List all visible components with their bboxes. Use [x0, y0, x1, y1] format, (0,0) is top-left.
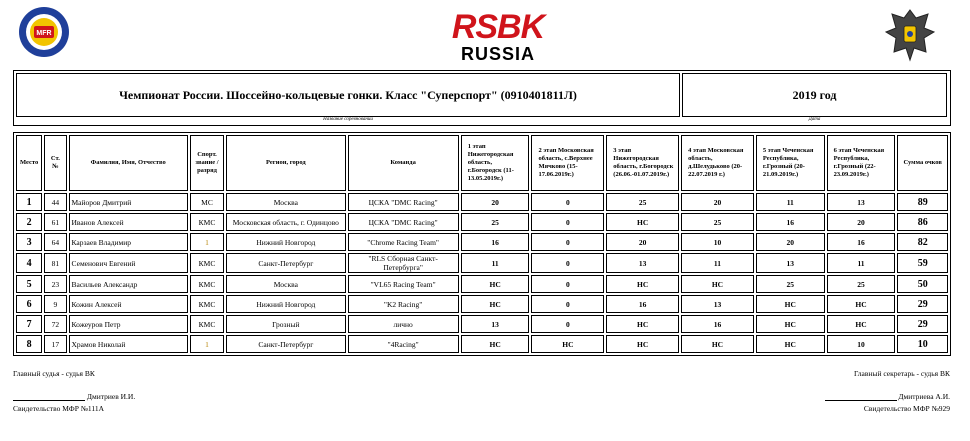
row-place: 6	[16, 295, 42, 313]
date-caption: Дата	[808, 117, 821, 122]
row-stage6: НС	[827, 295, 896, 313]
row-stage1: НС	[461, 275, 530, 293]
row-stage1: 16	[461, 233, 530, 251]
col-stage2	[531, 135, 604, 191]
row-name: Кожеуров Петр	[69, 315, 188, 333]
secretary-title: Главный секретарь - судья ВК	[854, 369, 950, 378]
row-total: 10	[897, 335, 948, 353]
row-number: 44	[44, 193, 66, 211]
row-stage4: 13	[681, 295, 754, 313]
judge-signature	[13, 392, 135, 401]
secretary-name: Дмитриева А.И.	[898, 392, 950, 401]
row-stage6: 25	[827, 275, 896, 293]
col-total: Сумма очков	[897, 135, 948, 191]
row-stage2: 0	[531, 233, 604, 251]
rsbk-logo	[438, 10, 558, 66]
row-stage1: 20	[461, 193, 530, 211]
row-stage5: 16	[756, 213, 825, 231]
row-stage4: 10	[681, 233, 754, 251]
row-stage3: НС	[606, 335, 679, 353]
table-row	[16, 193, 948, 211]
row-stage2: 0	[531, 253, 604, 273]
row-place: 3	[16, 233, 42, 251]
results-body	[16, 193, 948, 353]
row-stage3: 16	[606, 295, 679, 313]
coat-of-arms-icon	[880, 4, 940, 64]
col-stage4-label: 4 этап Московская область, д.Шелудьково (20-22.07.2019 г.)	[688, 147, 744, 178]
row-place: 4	[16, 253, 42, 273]
col-number: Ст. №	[44, 135, 66, 191]
row-stage2: 0	[531, 213, 604, 231]
row-total: 86	[897, 213, 948, 231]
row-stage6: 20	[827, 213, 896, 231]
competition-header	[13, 70, 951, 126]
row-stage3: 20	[606, 233, 679, 251]
row-stage5: 20	[756, 233, 825, 251]
row-place: 5	[16, 275, 42, 293]
row-stage3: НС	[606, 315, 679, 333]
row-name: Кожин Алексей	[69, 295, 188, 313]
table-row	[16, 335, 948, 353]
row-place: 2	[16, 213, 42, 231]
row-rank: КМС	[190, 213, 224, 231]
col-stage3	[606, 135, 679, 191]
row-stage6: 13	[827, 193, 896, 211]
title-caption: Название соревнований	[323, 117, 373, 122]
row-stage3: 13	[606, 253, 679, 273]
table-row	[16, 295, 948, 313]
table-row	[16, 213, 948, 231]
row-name: Храмов Николай	[69, 335, 188, 353]
judge-name: Дмитриев И.И.	[86, 392, 136, 401]
row-number: 17	[44, 335, 66, 353]
col-stage5	[756, 135, 825, 191]
row-stage3: НС	[606, 213, 679, 231]
header-row	[16, 135, 948, 191]
row-stage6: 16	[827, 233, 896, 251]
judge-signature-line	[13, 392, 85, 401]
coat-of-arms-logo	[880, 4, 940, 64]
row-stage6: НС	[827, 315, 896, 333]
row-stage2: 0	[531, 295, 604, 313]
row-region: Нижний Новгород	[226, 295, 345, 313]
table-row	[16, 275, 948, 293]
row-team: "Chrome Racing Team"	[348, 233, 459, 251]
row-region: Москва	[226, 193, 345, 211]
row-rank: 1	[190, 335, 224, 353]
mfr-logo	[18, 6, 70, 58]
row-total: 50	[897, 275, 948, 293]
row-rank: МС	[190, 193, 224, 211]
table-row	[16, 233, 948, 251]
row-rank: КМС	[190, 295, 224, 313]
col-stage2-label: 2 этап Московская область, с.Верхнее Мячково (15-17.06.2019г.)	[538, 147, 594, 178]
row-stage1: 13	[461, 315, 530, 333]
col-stage4	[681, 135, 754, 191]
row-stage2: 0	[531, 315, 604, 333]
row-stage1: НС	[461, 335, 530, 353]
row-place: 7	[16, 315, 42, 333]
row-region: Грозный	[226, 315, 345, 333]
row-place: 8	[16, 335, 42, 353]
row-region: Санкт-Петербург	[226, 253, 345, 273]
row-stage5: 25	[756, 275, 825, 293]
row-stage5: НС	[756, 315, 825, 333]
row-stage4: 11	[681, 253, 754, 273]
row-stage3: НС	[606, 275, 679, 293]
row-stage5: НС	[756, 335, 825, 353]
col-region: Регион, город	[226, 135, 345, 191]
row-total: 29	[897, 295, 948, 313]
secretary-cert: Свидетельство МФР №929	[863, 404, 950, 413]
row-number: 9	[44, 295, 66, 313]
row-number: 72	[44, 315, 66, 333]
row-stage4: 25	[681, 213, 754, 231]
row-total: 82	[897, 233, 948, 251]
row-name: Иванов Алексей	[69, 213, 188, 231]
row-team: лично	[348, 315, 459, 333]
row-number: 23	[44, 275, 66, 293]
secretary-signature	[825, 392, 950, 401]
col-team: Команда	[348, 135, 459, 191]
table-row	[16, 315, 948, 333]
row-stage2: 0	[531, 193, 604, 211]
row-name: Семенович Евгений	[69, 253, 188, 273]
row-stage5: 11	[756, 193, 825, 211]
row-stage4: НС	[681, 275, 754, 293]
row-stage2: 0	[531, 275, 604, 293]
row-team: "RLS Сборная Санкт-Петербурга"	[348, 253, 459, 273]
col-stage1-label: 1 этап Нижегородская область, г.Богородск (11-13.05.2019г.)	[467, 143, 514, 182]
row-rank: КМС	[190, 275, 224, 293]
row-region: Московская область, г. Одинцово	[226, 213, 345, 231]
row-stage6: 10	[827, 335, 896, 353]
row-team: "VL65 Racing Team"	[348, 275, 459, 293]
table-row	[16, 253, 948, 273]
mfr-emblem-icon	[18, 6, 70, 58]
row-total: 29	[897, 315, 948, 333]
row-stage1: 25	[461, 213, 530, 231]
row-name: Карзаев Владимир	[69, 233, 188, 251]
col-stage6-label: 6 этап Чеченская Республика, г.Грозный (22-23.09.2019г.)	[833, 147, 885, 178]
row-stage6: 11	[827, 253, 896, 273]
col-stage1	[461, 135, 530, 191]
row-number: 61	[44, 213, 66, 231]
row-stage3: 25	[606, 193, 679, 211]
row-name: Майоров Дмитрий	[69, 193, 188, 211]
rsbk-brand: RSBK	[451, 8, 545, 46]
judge-title: Главный судья - судья ВК	[13, 369, 95, 378]
row-total: 59	[897, 253, 948, 273]
rsbk-subtitle: RUSSIA	[460, 44, 535, 64]
row-stage5: НС	[756, 295, 825, 313]
results-table	[13, 132, 951, 356]
row-stage1: НС	[461, 295, 530, 313]
row-stage4: НС	[681, 335, 754, 353]
row-rank: 1	[190, 233, 224, 251]
col-stage3-label: 3 этап Нижегородская область, г.Богородск (26.06.-01.07.2019г.)	[613, 147, 674, 178]
row-stage5: 13	[756, 253, 825, 273]
row-rank: КМС	[190, 315, 224, 333]
row-region: Санкт-Петербург	[226, 335, 345, 353]
col-stage6	[827, 135, 896, 191]
row-team: ЦСКА "DMC Racing"	[348, 193, 459, 211]
col-name: Фамилия, Имя, Отчество	[69, 135, 188, 191]
row-stage4: 16	[681, 315, 754, 333]
row-number: 64	[44, 233, 66, 251]
row-number: 81	[44, 253, 66, 273]
row-stage2: НС	[531, 335, 604, 353]
row-region: Нижний Новгород	[226, 233, 345, 251]
row-name: Васильев Александр	[69, 275, 188, 293]
secretary-signature-line	[825, 392, 897, 401]
col-rank: Спорт. звание / разряд	[190, 135, 224, 191]
judge-cert: Свидетельство МФР №111А	[13, 404, 104, 413]
competition-title: Чемпионат России. Шоссейно-кольцевые гонки. Класс "Суперспорт" (0910401811Л)	[16, 73, 680, 117]
row-team: "K2 Racing"	[348, 295, 459, 313]
row-stage1: 11	[461, 253, 530, 273]
col-place: Место	[16, 135, 42, 191]
row-stage4: 20	[681, 193, 754, 211]
row-region: Москва	[226, 275, 345, 293]
row-place: 1	[16, 193, 42, 211]
row-team: "4Racing"	[348, 335, 459, 353]
row-total: 89	[897, 193, 948, 211]
mfr-logo-text: MFR	[36, 30, 52, 37]
row-team: ЦСКА "DMC Racing"	[348, 213, 459, 231]
competition-date: 2019 год	[682, 73, 947, 117]
row-rank: КМС	[190, 253, 224, 273]
col-stage5-label: 5 этап Чеченская Республика, г.Грозный (20-21.09.2019г.)	[762, 147, 814, 178]
